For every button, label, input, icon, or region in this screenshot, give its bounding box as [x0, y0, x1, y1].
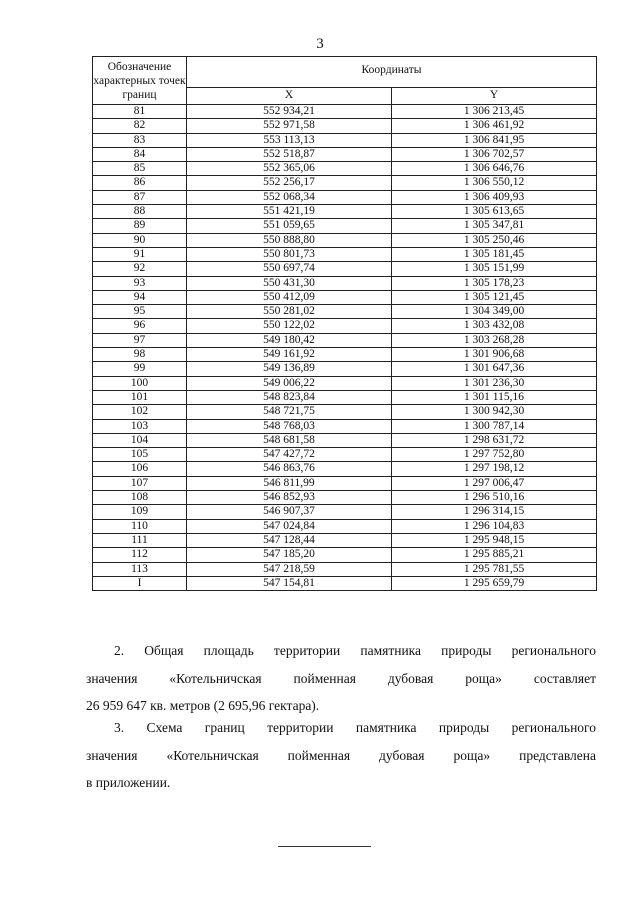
cell-point: 97 [93, 333, 187, 347]
cell-point: 112 [93, 548, 187, 562]
paragraph-line [86, 714, 596, 742]
cell-y: 1 305 181,45 [392, 247, 597, 261]
cell-point: 100 [93, 376, 187, 390]
cell-y: 1 306 646,76 [392, 162, 597, 176]
table-row [93, 519, 597, 533]
cell-y: 1 301 647,36 [392, 362, 597, 376]
cell-y: 1 306 702,57 [392, 147, 597, 161]
table-row [93, 376, 597, 390]
paragraph-boundary-scheme [86, 714, 596, 797]
cell-x: 550 888,80 [187, 233, 392, 247]
cell-y: 1 306 461,92 [392, 119, 597, 133]
cell-x: 546 907,37 [187, 505, 392, 519]
cell-y: 1 297 006,47 [392, 476, 597, 490]
cell-point: 104 [93, 433, 187, 447]
cell-y: 1 304 349,00 [392, 305, 597, 319]
cell-y: 1 295 948,15 [392, 533, 597, 547]
cell-y: 1 300 942,30 [392, 405, 597, 419]
table-row [93, 433, 597, 447]
cell-x: 548 768,03 [187, 419, 392, 433]
cell-point: 111 [93, 533, 187, 547]
paragraph-text: 2. Общая площадь территории памятника природы регионального [114, 643, 596, 658]
cell-y: 1 303 432,08 [392, 319, 597, 333]
cell-y: 1 296 104,83 [392, 519, 597, 533]
cell-x: 547 218,59 [187, 562, 392, 576]
cell-point: 107 [93, 476, 187, 490]
table-row [93, 348, 597, 362]
table-row [93, 333, 597, 347]
cell-x: 550 801,73 [187, 247, 392, 261]
cell-point: 94 [93, 290, 187, 304]
table-row [93, 362, 597, 376]
table-row [93, 247, 597, 261]
page-number: 3 [316, 36, 324, 52]
cell-x: 547 427,72 [187, 448, 392, 462]
cell-point: 113 [93, 562, 187, 576]
cell-x: 547 024,84 [187, 519, 392, 533]
cell-y: 1 305 347,81 [392, 219, 597, 233]
table-row [93, 147, 597, 161]
cell-y: 1 305 178,23 [392, 276, 597, 290]
cell-y: 1 296 510,16 [392, 491, 597, 505]
cell-point: 85 [93, 162, 187, 176]
cell-point: 101 [93, 390, 187, 404]
cell-y: 1 301 115,16 [392, 390, 597, 404]
table-row [93, 176, 597, 190]
cell-y: 1 295 885,21 [392, 548, 597, 562]
table-row [93, 462, 597, 476]
cell-y: 1 305 121,45 [392, 290, 597, 304]
cell-point: 88 [93, 205, 187, 219]
cell-x: 553 113,13 [187, 133, 392, 147]
cell-x: 552 971,58 [187, 119, 392, 133]
cell-x: 549 006,22 [187, 376, 392, 390]
table-row [93, 533, 597, 547]
cell-point: 81 [93, 105, 187, 119]
cell-x: 547 154,81 [187, 576, 392, 590]
cell-point: 96 [93, 319, 187, 333]
cell-y: 1 297 752,80 [392, 448, 597, 462]
table-row [93, 205, 597, 219]
cell-y: 1 295 659,79 [392, 576, 597, 590]
closing-rule [278, 846, 371, 847]
cell-point: 93 [93, 276, 187, 290]
cell-point: 103 [93, 419, 187, 433]
table-row [93, 262, 597, 276]
table-row [93, 305, 597, 319]
paragraph-line: в приложении. [86, 775, 171, 790]
cell-y: 1 295 781,55 [392, 562, 597, 576]
cell-point: 110 [93, 519, 187, 533]
cell-point: 82 [93, 119, 187, 133]
cell-y: 1 305 613,65 [392, 205, 597, 219]
cell-y: 1 301 236,30 [392, 376, 597, 390]
cell-x: 548 681,58 [187, 433, 392, 447]
cell-y: 1 306 550,12 [392, 176, 597, 190]
cell-point: 98 [93, 348, 187, 362]
cell-x: 546 811,99 [187, 476, 392, 490]
cell-x: 551 059,65 [187, 219, 392, 233]
cell-point: 95 [93, 305, 187, 319]
cell-x: 550 281,02 [187, 305, 392, 319]
table-row [93, 276, 597, 290]
cell-point: 89 [93, 219, 187, 233]
cell-x: 546 863,76 [187, 462, 392, 476]
cell-y: 1 305 250,46 [392, 233, 597, 247]
cell-y: 1 306 213,45 [392, 105, 597, 119]
table-row [93, 119, 597, 133]
cell-x: 552 068,34 [187, 190, 392, 204]
table-row [93, 505, 597, 519]
cell-x: 550 431,30 [187, 276, 392, 290]
table-row [93, 448, 597, 462]
cell-point: 102 [93, 405, 187, 419]
paragraph-text: 3. Схема границ территории памятника природы регионального [114, 720, 596, 735]
cell-y: 1 305 151,99 [392, 262, 597, 276]
table-row [93, 105, 597, 119]
paragraph-line [86, 637, 596, 665]
cell-point: 86 [93, 176, 187, 190]
cell-x: 546 852,93 [187, 491, 392, 505]
cell-x: 552 934,21 [187, 105, 392, 119]
cell-x: 550 122,02 [187, 319, 392, 333]
table-row [93, 419, 597, 433]
cell-point: 91 [93, 247, 187, 261]
header-coordinates: Координаты [187, 57, 597, 88]
cell-x: 551 421,19 [187, 205, 392, 219]
paragraph-total-area [86, 637, 596, 720]
cell-point: 109 [93, 505, 187, 519]
table-row [93, 476, 597, 490]
coordinates-table [92, 56, 597, 591]
paragraph-line: 26 959 647 кв. метров (2 695,96 гектара). [86, 698, 320, 713]
cell-y: 1 306 841,95 [392, 133, 597, 147]
cell-y: 1 296 314,15 [392, 505, 597, 519]
header-point-designation: Обозначение характерных точек границ [93, 57, 187, 105]
table-row [93, 319, 597, 333]
table-row [93, 390, 597, 404]
cell-x: 547 185,20 [187, 548, 392, 562]
cell-x: 549 136,89 [187, 362, 392, 376]
cell-point: 87 [93, 190, 187, 204]
cell-x: 547 128,44 [187, 533, 392, 547]
table-row [93, 233, 597, 247]
cell-point: 106 [93, 462, 187, 476]
table-row [93, 576, 597, 590]
table-row [93, 405, 597, 419]
cell-y: 1 298 631,72 [392, 433, 597, 447]
cell-point: 99 [93, 362, 187, 376]
cell-x: 550 412,09 [187, 290, 392, 304]
cell-point: 84 [93, 147, 187, 161]
table-row [93, 290, 597, 304]
cell-point: 83 [93, 133, 187, 147]
cell-point: 105 [93, 448, 187, 462]
cell-y: 1 301 906,68 [392, 348, 597, 362]
cell-point: 92 [93, 262, 187, 276]
paragraph-line: значения «Котельничская пойменная дубовая роща» составляет [86, 670, 596, 686]
table-row [93, 219, 597, 233]
cell-x: 552 365,06 [187, 162, 392, 176]
cell-x: 548 823,84 [187, 390, 392, 404]
cell-y: 1 297 198,12 [392, 462, 597, 476]
header-y: Y [392, 87, 597, 104]
table-row [93, 133, 597, 147]
cell-y: 1 306 409,93 [392, 190, 597, 204]
table-row [93, 548, 597, 562]
cell-x: 550 697,74 [187, 262, 392, 276]
cell-y: 1 300 787,14 [392, 419, 597, 433]
cell-x: 549 161,92 [187, 348, 392, 362]
table-row [93, 190, 597, 204]
table-row [93, 491, 597, 505]
paragraph-line: значения «Котельничская пойменная дубовая роща» представлена [86, 747, 596, 763]
table-row [93, 562, 597, 576]
cell-y: 1 303 268,28 [392, 333, 597, 347]
cell-point: 108 [93, 491, 187, 505]
table-row [93, 162, 597, 176]
cell-x: 552 518,87 [187, 147, 392, 161]
cell-x: 549 180,42 [187, 333, 392, 347]
cell-point: I [93, 576, 187, 590]
cell-x: 548 721,75 [187, 405, 392, 419]
header-x: X [187, 87, 392, 104]
cell-point: 90 [93, 233, 187, 247]
cell-x: 552 256,17 [187, 176, 392, 190]
